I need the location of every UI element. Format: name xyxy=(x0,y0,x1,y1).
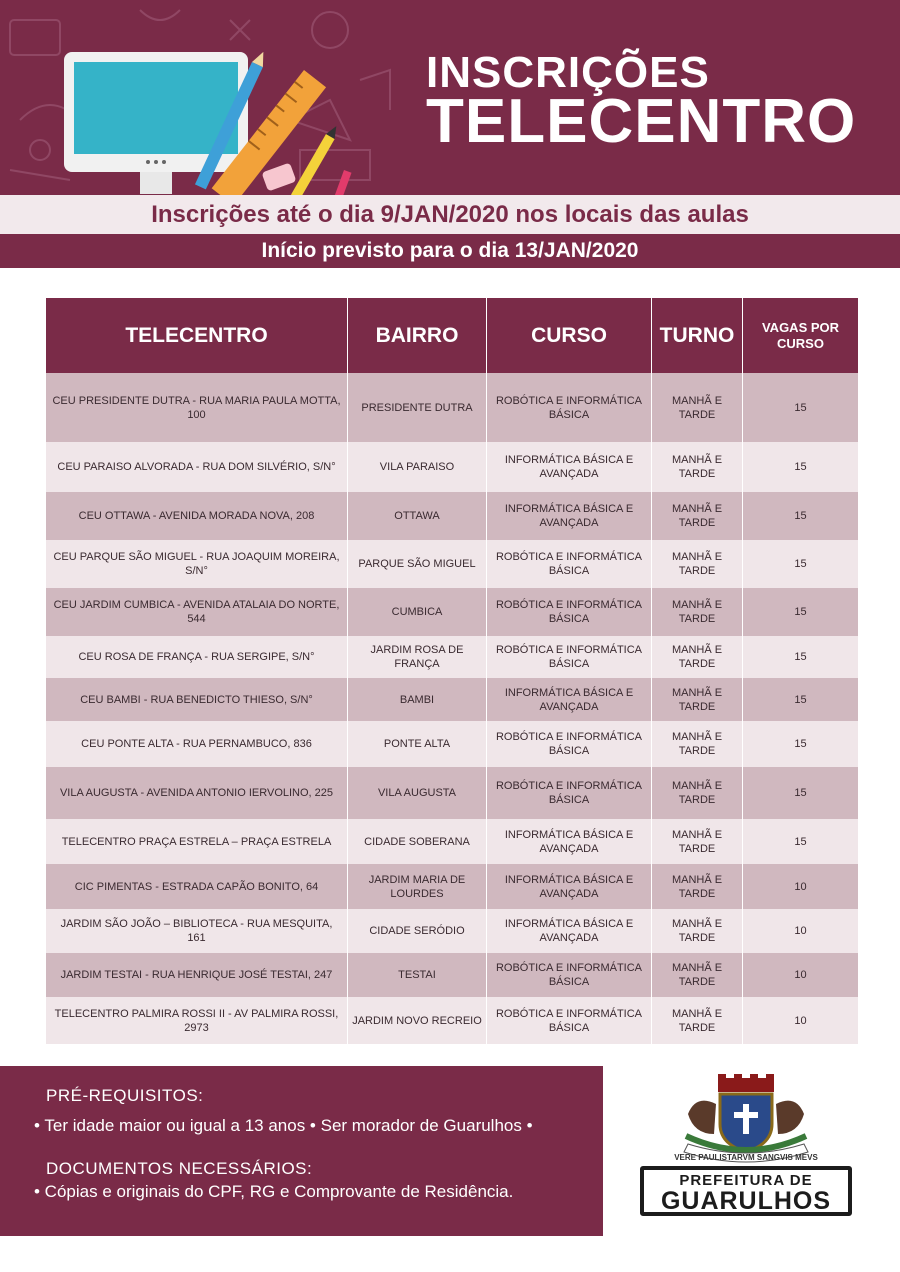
cell-telecentro: CEU OTTAWA - AVENIDA MORADA NOVA, 208 xyxy=(46,492,348,540)
cell-vagas: 15 xyxy=(794,738,807,750)
table-row xyxy=(46,636,858,678)
cell-telecentro: CEU JARDIM CUMBICA - AVENIDA ATALAIA DO NORTE, 544 xyxy=(46,588,348,636)
table-row xyxy=(46,373,858,442)
cell-vagas: 15 xyxy=(794,461,807,473)
cell-turno: MANHÃ E TARDE xyxy=(652,588,743,636)
cell-turno: MANHÃ E TARDE xyxy=(652,721,743,767)
cell-vagas: 10 xyxy=(794,969,807,981)
cell-telecentro: VILA AUGUSTA - AVENIDA ANTONIO IERVOLINO, 225 xyxy=(46,767,348,819)
column-header-telecentro: TELECENTRO xyxy=(46,298,348,373)
cell-curso: ROBÓTICA E INFORMÁTICA BÁSICA xyxy=(487,373,652,442)
cell-vagas: 15 xyxy=(794,693,807,706)
table-row xyxy=(46,492,858,540)
logo-line1: PREFEITURA DE xyxy=(679,1172,813,1189)
cell-turno: MANHÃ E TARDE xyxy=(652,864,743,909)
cell-turno: MANHÃ E TARDE xyxy=(652,678,743,721)
documents-heading: DOCUMENTOS NECESSÁRIOS: xyxy=(46,1159,313,1178)
cell-turno: MANHÃ E TARDE xyxy=(652,540,743,588)
cell-vagas: 10 xyxy=(794,880,807,893)
cell-turno: MANHÃ E TARDE xyxy=(652,953,743,997)
table-row xyxy=(46,953,858,997)
cell-telecentro: CEU PRESIDENTE DUTRA - RUA MARIA PAULA MOTTA, 100 xyxy=(46,373,348,442)
cell-vagas: 15 xyxy=(794,787,807,799)
documents-text: • Cópias e originais do CPF, RG e Comprovante de Residência. xyxy=(34,1182,514,1201)
cell-vagas: 15 xyxy=(794,510,807,522)
cell-curso: ROBÓTICA E INFORMÁTICA BÁSICA xyxy=(487,636,652,678)
table-row xyxy=(46,819,858,864)
cell-telecentro: CEU PONTE ALTA - RUA PERNAMBUCO, 836 xyxy=(46,721,348,767)
computer-monitor-icon xyxy=(64,52,364,195)
page-title-line2: TELECENTRO xyxy=(426,87,857,156)
column-header-bairro: BAIRRO xyxy=(348,298,487,373)
start-date-text: Início previsto para o dia 13/JAN/2020 xyxy=(261,239,639,262)
cell-vagas: 15 xyxy=(794,401,807,414)
start-date-band xyxy=(0,234,900,268)
table-header xyxy=(46,298,858,373)
prereq-heading: PRÉ-REQUISITOS: xyxy=(46,1086,204,1105)
cell-telecentro: CEU BAMBI - RUA BENEDICTO THIESO, S/N° xyxy=(46,678,348,721)
cell-turno: MANHÃ E TARDE xyxy=(652,373,743,442)
prereq-text: • Ter idade maior ou igual a 13 anos • Ser morador de Guarulhos • xyxy=(34,1116,533,1135)
cell-vagas: 15 xyxy=(794,835,807,848)
cell-turno: MANHÃ E TARDE xyxy=(652,442,743,492)
coat-of-arms-icon xyxy=(640,1074,852,1169)
cell-vagas: 15 xyxy=(794,651,807,663)
cell-curso: INFORMÁTICA BÁSICA E AVANÇADA xyxy=(487,909,652,953)
cell-bairro: JARDIM ROSA DE FRANÇA xyxy=(348,636,487,678)
logo-line2: GUARULHOS xyxy=(660,1187,832,1215)
registration-deadline-band xyxy=(0,195,900,234)
column-header-turno: TURNO xyxy=(652,298,743,373)
cell-turno: MANHÃ E TARDE xyxy=(652,767,743,819)
cell-curso: ROBÓTICA E INFORMÁTICA BÁSICA xyxy=(487,953,652,997)
cell-vagas: 10 xyxy=(794,1014,807,1027)
cell-bairro: OTTAWA xyxy=(348,492,487,540)
prefeitura-guarulhos-logo xyxy=(640,1074,852,1220)
cell-turno: MANHÃ E TARDE xyxy=(652,636,743,678)
cell-telecentro: CEU PARQUE SÃO MIGUEL - RUA JOAQUIM MOREIRA, S/N° xyxy=(46,540,348,588)
header-banner xyxy=(0,0,900,195)
table-row xyxy=(46,588,858,636)
cell-curso: INFORMÁTICA BÁSICA E AVANÇADA xyxy=(487,492,652,540)
table-row xyxy=(46,997,858,1044)
table-row xyxy=(46,767,858,819)
cell-curso: INFORMÁTICA BÁSICA E AVANÇADA xyxy=(487,819,652,864)
cell-curso: INFORMÁTICA BÁSICA E AVANÇADA xyxy=(487,678,652,721)
cell-telecentro: JARDIM SÃO JOÃO – BIBLIOTECA - RUA MESQUITA, 161 xyxy=(46,909,348,953)
cell-vagas: 15 xyxy=(794,606,807,618)
cell-telecentro: JARDIM TESTAI - RUA HENRIQUE JOSÉ TESTAI, 247 xyxy=(46,953,348,997)
cell-telecentro: TELECENTRO PRAÇA ESTRELA – PRAÇA ESTRELA xyxy=(46,819,348,864)
table-row xyxy=(46,721,858,767)
cell-bairro: VILA AUGUSTA xyxy=(348,767,487,819)
cell-turno: MANHÃ E TARDE xyxy=(652,819,743,864)
cell-curso: INFORMÁTICA BÁSICA E AVANÇADA xyxy=(487,864,652,909)
cell-bairro: PONTE ALTA xyxy=(348,721,487,767)
column-header-vagas: VAGAS POR CURSO xyxy=(761,319,840,351)
cell-curso: ROBÓTICA E INFORMÁTICA BÁSICA xyxy=(487,540,652,588)
cell-telecentro: CIC PIMENTAS - ESTRADA CAPÃO BONITO, 64 xyxy=(46,864,348,909)
cell-vagas: 10 xyxy=(794,925,807,937)
page-title-line1: INSCRIÇÕES xyxy=(426,48,710,97)
cell-bairro: CIDADE SOBERANA xyxy=(348,819,487,864)
cell-curso: ROBÓTICA E INFORMÁTICA BÁSICA xyxy=(487,767,652,819)
logo-motto: VERE PAULISTARVM SANGVIS MEVS xyxy=(674,1153,818,1162)
cell-curso: INFORMÁTICA BÁSICA E AVANÇADA xyxy=(487,442,652,492)
column-header-curso: CURSO xyxy=(487,298,652,373)
cell-curso: ROBÓTICA E INFORMÁTICA BÁSICA xyxy=(487,997,652,1044)
table-row xyxy=(46,678,858,721)
table-row xyxy=(46,864,858,909)
table-row xyxy=(46,442,858,492)
requirements-panel xyxy=(0,1066,603,1236)
cell-bairro: PRESIDENTE DUTRA xyxy=(348,373,487,442)
cell-bairro: TESTAI xyxy=(348,953,487,997)
cell-turno: MANHÃ E TARDE xyxy=(652,909,743,953)
cell-telecentro: CEU PARAISO ALVORADA - RUA DOM SILVÉRIO, S/N° xyxy=(46,442,348,492)
cell-bairro: BAMBI xyxy=(348,678,487,721)
cell-curso: ROBÓTICA E INFORMÁTICA BÁSICA xyxy=(487,588,652,636)
table-row xyxy=(46,909,858,953)
table-row xyxy=(46,540,858,588)
telecentro-table xyxy=(46,298,858,1044)
cell-turno: MANHÃ E TARDE xyxy=(652,997,743,1044)
cell-bairro: PARQUE SÃO MIGUEL xyxy=(348,540,487,588)
cell-vagas: 15 xyxy=(794,558,807,570)
cell-turno: MANHÃ E TARDE xyxy=(652,492,743,540)
logo-wordmark xyxy=(640,1166,852,1216)
cell-bairro: JARDIM MARIA DE LOURDES xyxy=(348,864,487,909)
cell-bairro: VILA PARAISO xyxy=(348,442,487,492)
cell-bairro: JARDIM NOVO RECREIO xyxy=(348,997,487,1044)
cell-bairro: CIDADE SERÓDIO xyxy=(348,909,487,953)
cell-telecentro: CEU ROSA DE FRANÇA - RUA SERGIPE, S/N° xyxy=(46,636,348,678)
cell-curso: ROBÓTICA E INFORMÁTICA BÁSICA xyxy=(487,721,652,767)
cell-bairro: CUMBICA xyxy=(348,588,487,636)
registration-deadline-text: Inscrições até o dia 9/JAN/2020 nos locais das aulas xyxy=(151,200,749,228)
cell-telecentro: TELECENTRO PALMIRA ROSSI II - AV PALMIRA ROSSI, 2973 xyxy=(46,997,348,1044)
